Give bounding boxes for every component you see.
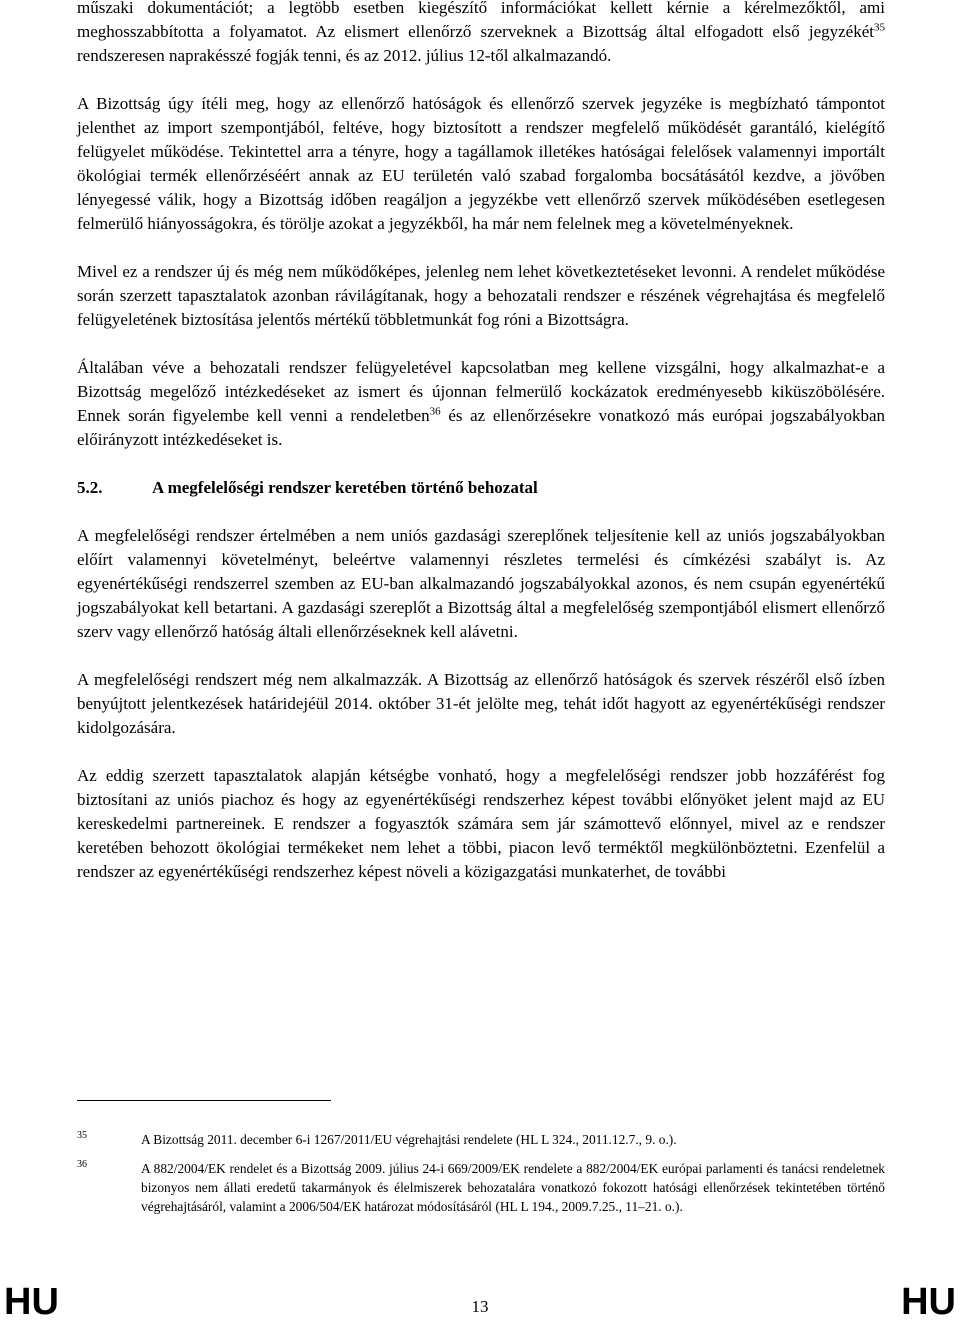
footnote-35 <box>77 1130 885 1149</box>
footnote-36 <box>77 1159 885 1216</box>
paragraph-1 <box>77 0 885 68</box>
section-number: 5.2. <box>77 478 103 497</box>
section-paragraph-3: Az eddig szerzett tapasztalatok alapján kétségbe vonható, hogy a megfelelőségi rendszer jobb hozzáférést fog biztosítani az uniós piachoz és hogy az egyenértékűségi rendszerhez képest további előnyöket jelent majd az EU kereskedelmi partnereinek. E rendszer a fogyasztók számára sem jár számottevő előnnyel, mivel az e rendszer keretében behozott ökológiai termékeket nem lehet a többi, piacon levő terméktől megkülönböztetni. Ezenfelül a rendszer az egyenértékűségi rendszerhez képest növeli a közigazgatási munkaterhet, de további <box>77 766 885 881</box>
paragraph-2: A Bizottság úgy ítéli meg, hogy az ellenőrző hatóságok és ellenőrző szervek jegyzéke is megbízható támpontot jelenthet az import szempontjából, feltéve, hogy biztosított a rendszer megfelelő működését garantáló, kielégítő felügyelet működése. Tekintettel arra a tényre, hogy a tagállamok illetékes hatóságai felelősek valamennyi importált ökológiai termék ellenőrzéséért annak az EU területén való szabad forgalomba bocsátásától kezdve, a jövőben lényegessé válik, hogy a Bizottság időben reagáljon a jegyzékbe vett ellenőrző szervek működésében esetlegesen felmerülő hiányosságokra, és törölje azokat a jegyzékből, ha már nem felelnek meg a követelményeknek. <box>77 94 885 233</box>
footnote-text: A 882/2004/EK rendelet és a Bizottság 2009. július 24-i 669/2009/EK rendelete a 882/2004/EK európai parlamenti és tanácsi rendeletnek bizonyos nem állati eredetű takarmányok és élelmiszerek behozatalára vonatkozó fokozott hatósági ellenőrzések tekintetében történő végrehajtásáról, valamint a 2006/504/EK határozat módosításáról (HL L 194., 2009.7.25., 11–21. o.). <box>141 1161 885 1214</box>
section-paragraph-1: A megfelelőségi rendszer értelmében a nem uniós gazdasági szereplőnek teljesítenie kell az uniós jogszabályokban előírt valamennyi követelményt, beleértve valamennyi részletes termelési és címkézési szabályt is. Az egyenértékűségi rendszerrel szemben az EU-ban alkalmazandó jogszabályokkal azonos, és nem csupán egyenértékű jogszabályokat kell betartani. A gazdasági szereplőt a Bizottság által a megfelelőség szempontjából elismert ellenőrző szerv vagy ellenőrző hatóság általi ellenőrzéseknek kell alávetni. <box>77 526 885 641</box>
language-code-right: HU <box>901 1281 956 1323</box>
footnote-number: 35 <box>77 1130 87 1141</box>
footnote-ref-35[interactable]: 35 <box>874 21 885 34</box>
section-paragraph-2: A megfelelőségi rendszert még nem alkalmazzák. A Bizottság az ellenőrző hatóságok és szervek részéről első ízben benyújtott jelentkezések határidejéül 2014. október 31-ét jelölte meg, tehát időt hagyott az egyenértékűségi rendszer kidolgozására. <box>77 670 885 737</box>
paragraph-1-text-cont: rendszeresen naprakésszé fogják tenni, és az 2012. július 12-től alkalmazandó. <box>77 46 612 65</box>
paragraph-3: Mivel ez a rendszer új és még nem működőképes, jelenleg nem lehet következtetéseket levonni. A rendelet működése során szerzett tapasztalatok azonban rávilágítanak, hogy a behozatali rendszer e részének végrehajtása és megfelelő felügyeletének biztosítása jelentős mértékű többletmunkát fog róni a Bizottságra. <box>77 262 885 329</box>
paragraph-4-text-cont: és az ellenőrzésekre vonatkozó más európai jogszabályokban előirányzott intézkedéseket is. <box>77 406 885 449</box>
page-number: 13 <box>471 1297 489 1316</box>
language-code-left: HU <box>4 1281 59 1323</box>
paragraph-1-text: műszaki dokumentációt; a legtöbb esetben kiegészítő információkat kellett kérnie a kérelmezőktől, ami meghosszabbította a folyamatot. Az elismert ellenőrző szerveknek a Bizottság által elfogadott első jegyzékét <box>77 0 885 41</box>
footnote-separator <box>77 1100 331 1101</box>
footnote-number: 36 <box>77 1159 87 1170</box>
section-title: A megfelelőségi rendszer keretében történő behozatal <box>152 478 538 497</box>
footnotes <box>77 1130 885 1226</box>
document-body <box>77 0 885 908</box>
paragraph-4-text: Általában véve a behozatali rendszer felügyeletével kapcsolatban meg kellene vizsgálni, hogy alkalmazhat-e a Bizottság megelőző intézkedéseket az ismert és újonnan felmerülő kockázatok eredményesebb kiküszöbölésére. Ennek során figyelembe kell venni a rendeletben <box>77 358 885 425</box>
section-heading <box>77 476 885 500</box>
footnote-text: A Bizottság 2011. december 6-i 1267/2011/EU végrehajtási rendelete (HL L 324., 2011.12.7., 9. o.). <box>141 1132 677 1147</box>
paragraph-4 <box>77 356 885 452</box>
footnote-ref-36[interactable]: 36 <box>429 405 441 418</box>
